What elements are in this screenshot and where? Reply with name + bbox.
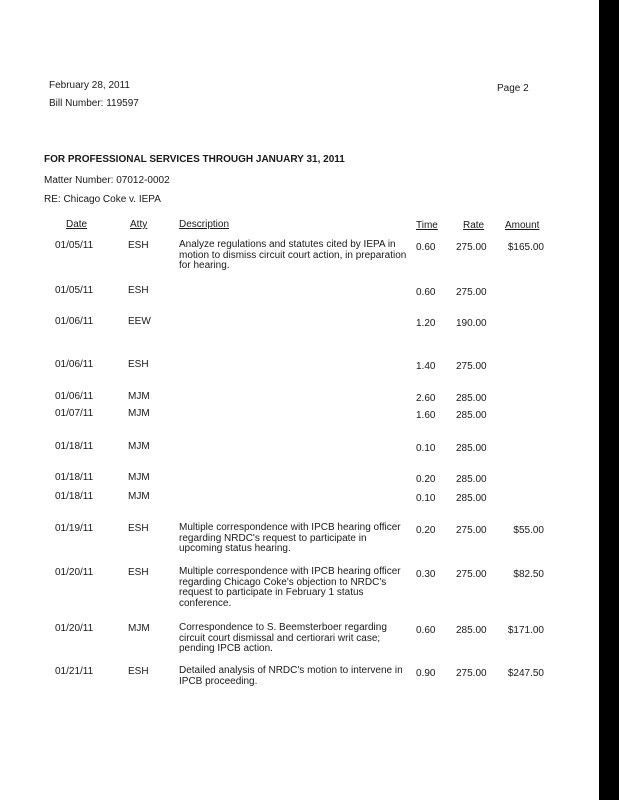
entry-atty: ESH: [128, 567, 149, 578]
entry-amount: $82.50: [513, 569, 544, 580]
entry-time: 0.20: [416, 525, 436, 536]
entry-date: 01/18/11: [55, 472, 94, 483]
section-title: FOR PROFESSIONAL SERVICES THROUGH JANUARY 31, 2011: [44, 154, 345, 165]
entry-rate: 275.00: [456, 668, 487, 679]
entry-time: 1.20: [416, 318, 436, 329]
entry-rate: 285.00: [456, 493, 487, 504]
entry-rate: 285.00: [456, 625, 487, 636]
entry-atty: MJM: [128, 408, 150, 419]
entry-atty: MJM: [128, 472, 150, 483]
entry-date: 01/06/11: [55, 391, 94, 402]
entry-atty: MJM: [128, 623, 150, 634]
entry-atty: MJM: [128, 441, 150, 452]
entry-rate: 275.00: [456, 569, 487, 580]
entry-rate: 275.00: [456, 242, 487, 253]
entry-time: 0.20: [416, 474, 436, 485]
col-header-rate: Rate: [463, 220, 485, 231]
entry-time: 0.10: [416, 443, 436, 454]
entry-rate: 285.00: [456, 393, 487, 404]
entry-time: 0.60: [416, 287, 436, 298]
entry-description: Detailed analysis of NRDC's motion to intervene in IPCB proceeding.: [179, 665, 403, 687]
matter-number: Matter Number: 07012-0002: [44, 175, 170, 186]
entry-atty: ESH: [128, 285, 149, 296]
entry-amount: $247.50: [507, 668, 544, 679]
entry-time: 2.60: [416, 393, 436, 404]
col-header-date: Date: [66, 219, 88, 230]
entry-time: 0.30: [416, 569, 436, 580]
col-header-atty: Atty: [130, 219, 148, 230]
col-header-amount: Amount: [505, 220, 540, 231]
entry-time: 0.60: [416, 242, 436, 253]
entry-rate: 285.00: [456, 474, 487, 485]
entry-date: 01/19/11: [55, 523, 94, 534]
entry-amount: $165.00: [507, 242, 544, 253]
entry-rate: 275.00: [456, 287, 487, 298]
entry-date: 01/06/11: [55, 316, 94, 327]
entry-atty: ESH: [128, 359, 149, 370]
bill-date: February 28, 2011: [49, 80, 130, 91]
entry-rate: 275.00: [456, 525, 487, 536]
entry-date: 01/05/11: [55, 240, 94, 251]
entry-date: 01/06/11: [55, 359, 94, 370]
entry-atty: ESH: [128, 523, 149, 534]
entry-description: Analyze regulations and statutes cited by IEPA in motion to dismiss circuit court action, in preparation for hearing.: [179, 239, 407, 271]
entry-date: 01/18/11: [55, 441, 94, 452]
entry-description: Multiple correspondence with IPCB hearing officer regarding NRDC's request to participate in upcoming status hearing.: [179, 522, 401, 554]
entry-rate: 190.00: [456, 318, 487, 329]
entry-atty: EEW: [128, 316, 151, 327]
entry-atty: ESH: [128, 240, 149, 251]
page-number: Page 2: [497, 83, 529, 94]
entry-amount: $55.00: [513, 525, 544, 536]
entry-rate: 285.00: [456, 443, 487, 454]
entry-date: 01/07/11: [55, 408, 94, 419]
entry-date: 01/18/11: [55, 491, 94, 502]
entry-atty: MJM: [128, 491, 150, 502]
entry-description: Multiple correspondence with IPCB hearing officer regarding Chicago Coke's objection to NRDC's request to participate in February 1 status conference.: [179, 566, 401, 609]
entry-rate: 285.00: [456, 410, 487, 421]
entry-description: Correspondence to S. Beemsterboer regarding circuit court dismissal and certiorari writ case; pending IPCB action.: [179, 622, 387, 654]
scan-edge-bar: [599, 0, 619, 800]
entry-time: 0.60: [416, 625, 436, 636]
col-header-time: Time: [416, 220, 438, 231]
entry-date: 01/21/11: [55, 666, 94, 677]
entry-date: 01/20/11: [55, 623, 94, 634]
entry-time: 1.40: [416, 361, 436, 372]
col-header-description: Description: [179, 219, 230, 230]
entry-date: 01/05/11: [55, 285, 94, 296]
entry-amount: $171.00: [507, 625, 544, 636]
re-line: RE: Chicago Coke v. IEPA: [44, 194, 161, 205]
entry-time: 0.10: [416, 493, 436, 504]
entry-time: 1.60: [416, 410, 436, 421]
entry-time: 0.90: [416, 668, 436, 679]
entry-atty: ESH: [128, 666, 149, 677]
bill-number: Bill Number: 119597: [49, 98, 139, 109]
entry-rate: 275.00: [456, 361, 487, 372]
entry-date: 01/20/11: [55, 567, 94, 578]
entry-atty: MJM: [128, 391, 150, 402]
